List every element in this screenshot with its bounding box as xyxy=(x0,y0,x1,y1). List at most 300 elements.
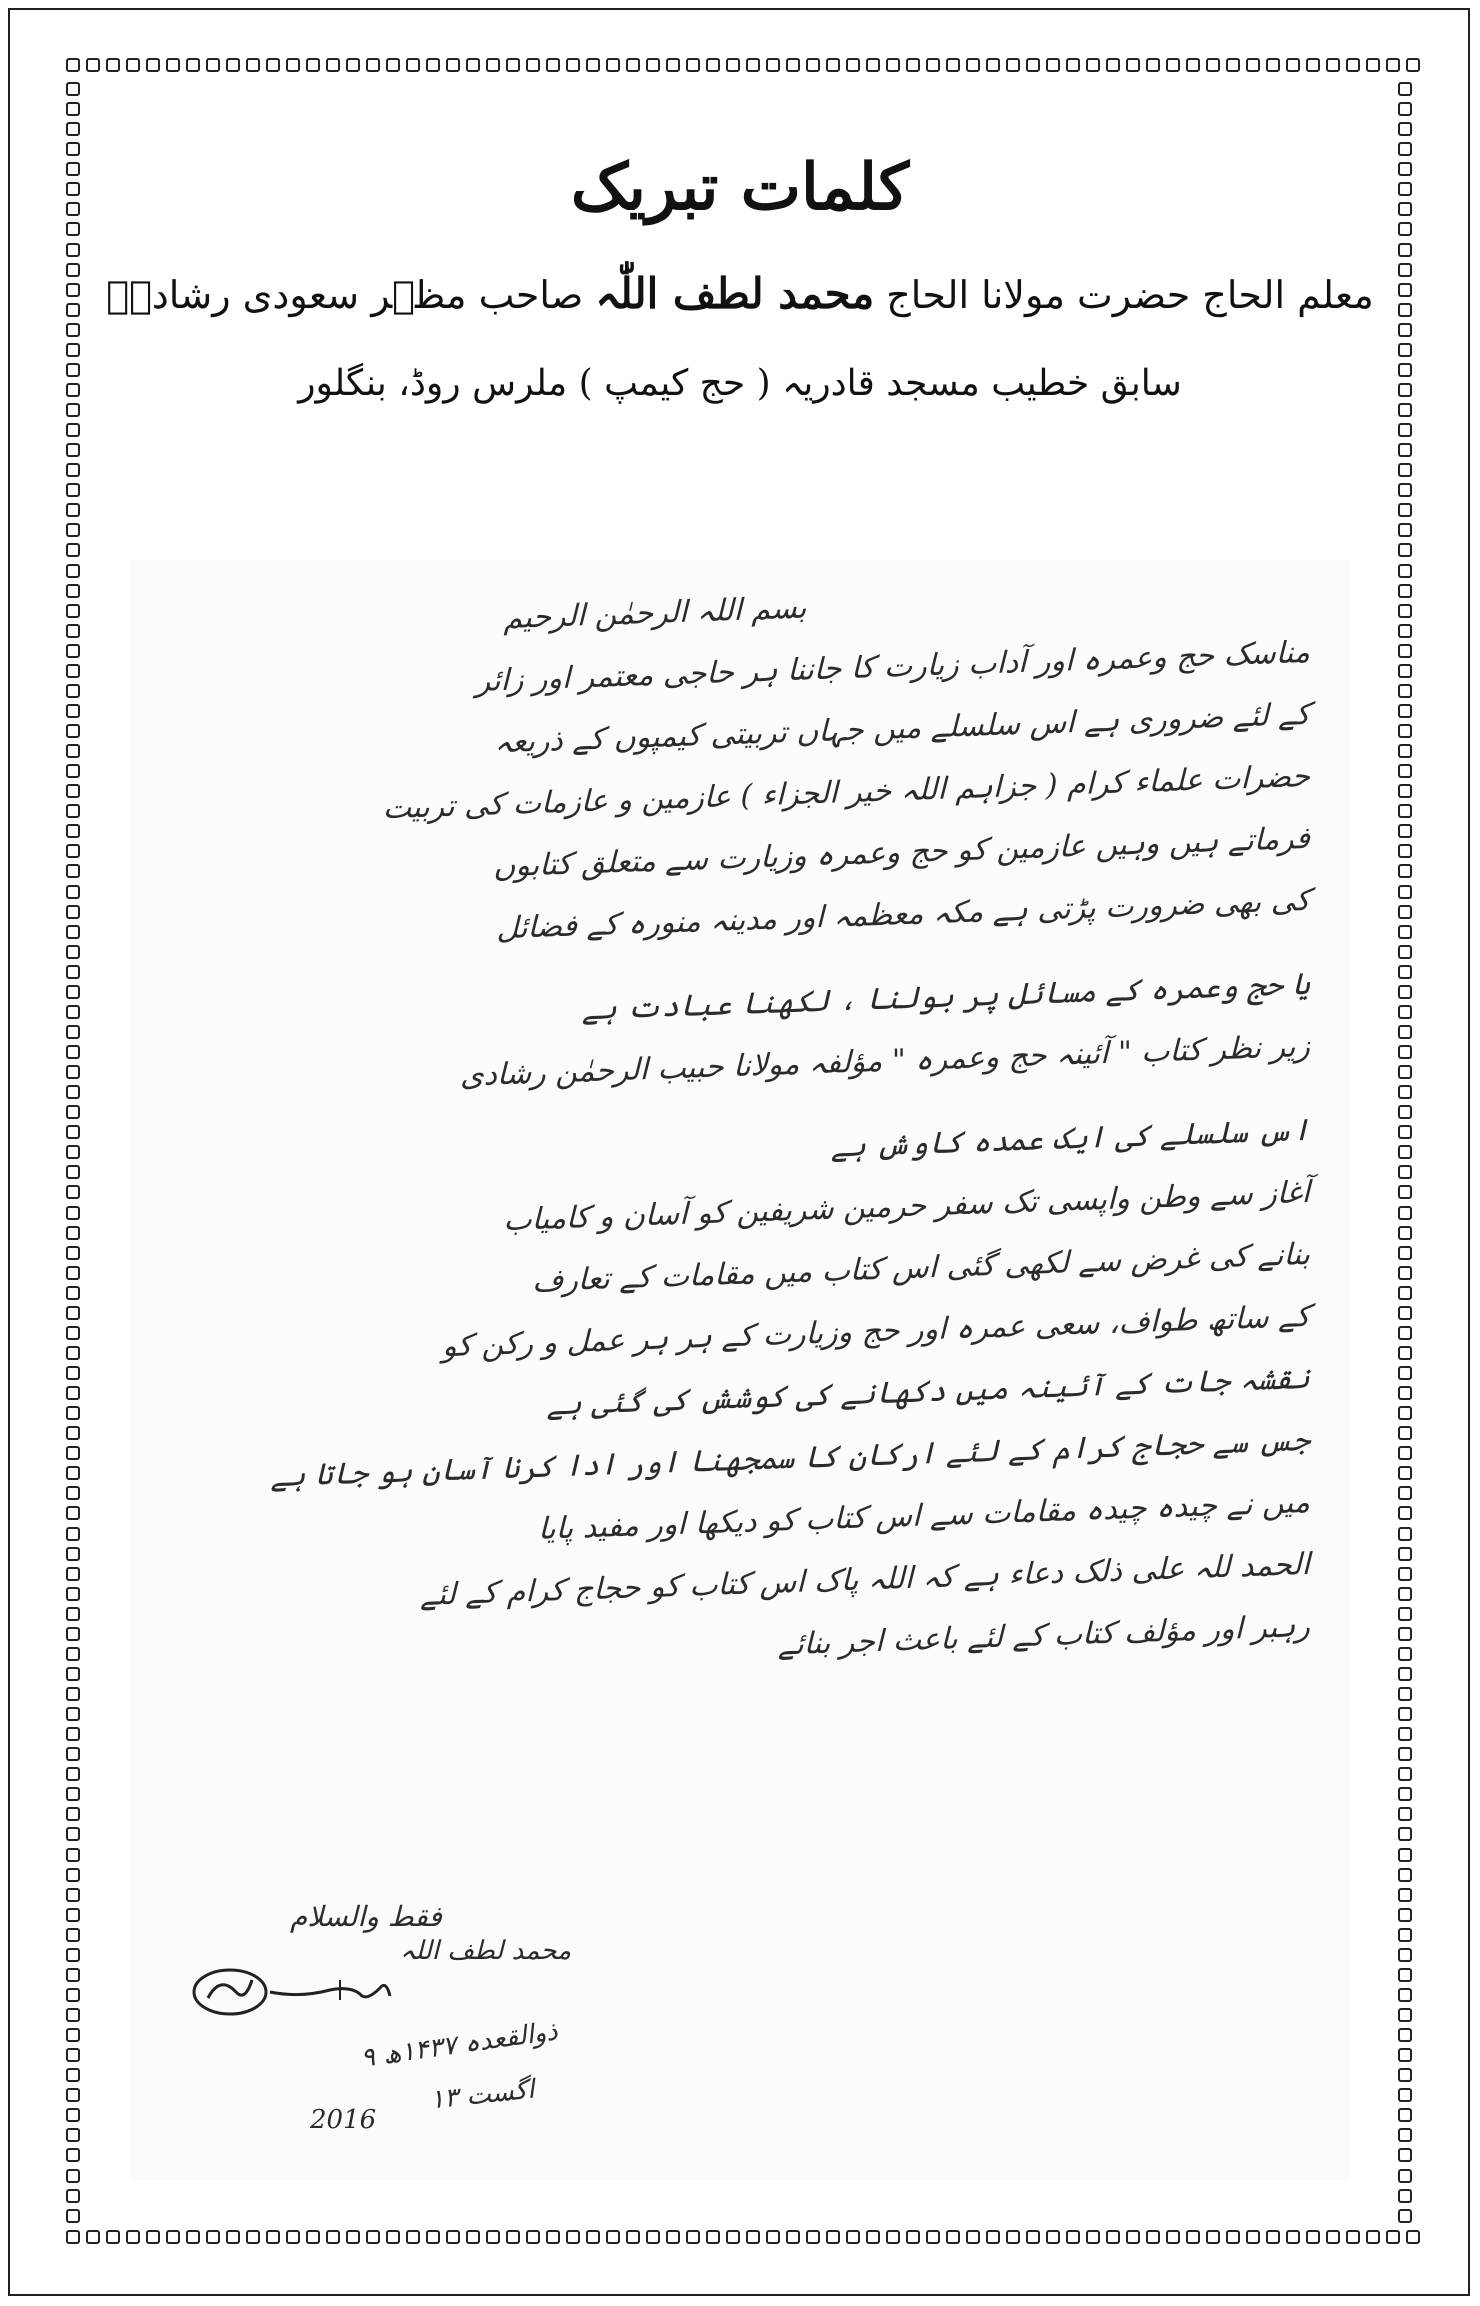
border-link xyxy=(66,1005,80,1019)
border-link xyxy=(966,58,980,72)
border-link xyxy=(66,2189,80,2203)
border-link xyxy=(706,2230,720,2244)
author-name: محمد لطف اللّٰہ xyxy=(595,268,875,318)
border-link xyxy=(186,58,200,72)
border-link xyxy=(66,2230,80,2244)
border-link xyxy=(66,1908,80,1922)
border-link xyxy=(1398,945,1412,959)
border-link xyxy=(906,58,920,72)
border-link xyxy=(86,58,100,72)
border-link xyxy=(66,744,80,758)
border-link xyxy=(1398,1607,1412,1621)
border-link xyxy=(1398,724,1412,738)
border-link xyxy=(126,58,140,72)
border-link xyxy=(1166,58,1180,72)
border-link xyxy=(66,58,80,72)
border-link xyxy=(1398,1446,1412,1460)
border-link xyxy=(66,303,80,317)
border-link xyxy=(66,965,80,979)
border-link xyxy=(806,58,820,72)
border-link xyxy=(66,704,80,718)
handwritten-letter xyxy=(130,560,1350,2180)
border-link xyxy=(506,2230,520,2244)
border-link xyxy=(886,58,900,72)
border-link xyxy=(1398,784,1412,798)
border-link xyxy=(1246,2230,1260,2244)
border-link xyxy=(66,1386,80,1400)
border-link xyxy=(1346,58,1360,72)
border-link xyxy=(706,58,720,72)
border-link xyxy=(1326,2230,1340,2244)
border-link xyxy=(66,1366,80,1380)
border-link xyxy=(686,2230,700,2244)
border-link xyxy=(946,58,960,72)
border-link xyxy=(66,624,80,638)
border-link xyxy=(1398,1667,1412,1681)
border-link xyxy=(1206,58,1220,72)
border-link xyxy=(66,2008,80,2022)
border-link xyxy=(1398,403,1412,417)
border-bottom xyxy=(66,2230,1416,2248)
border-link xyxy=(66,2048,80,2062)
border-link xyxy=(86,2230,100,2244)
border-link xyxy=(66,343,80,357)
border-link xyxy=(1398,1045,1412,1059)
border-link xyxy=(326,58,340,72)
closing-salutation: فقط والسلام xyxy=(290,1900,442,1933)
border-link xyxy=(766,2230,780,2244)
border-link xyxy=(1386,2230,1400,2244)
border-link xyxy=(66,1506,80,1520)
border-link xyxy=(986,2230,1000,2244)
border-link xyxy=(66,1226,80,1240)
border-link xyxy=(66,1065,80,1079)
border-link xyxy=(66,243,80,257)
border-link xyxy=(66,764,80,778)
border-link xyxy=(866,58,880,72)
border-link xyxy=(1398,704,1412,718)
border-link xyxy=(406,58,420,72)
border-link xyxy=(1398,523,1412,537)
border-link xyxy=(1398,744,1412,758)
border-link xyxy=(986,58,1000,72)
letter-line: کی بھی ضرورت پڑتی ہے مکہ معظمہ اور مدینہ منورہ کے فضائل xyxy=(496,882,1310,947)
border-link xyxy=(66,1667,80,1681)
border-link xyxy=(66,403,80,417)
border-link xyxy=(1398,885,1412,899)
border-link xyxy=(1398,2008,1412,2022)
border-link xyxy=(66,1888,80,1902)
border-link xyxy=(426,58,440,72)
border-link xyxy=(386,58,400,72)
border-link xyxy=(66,1807,80,1821)
border-link xyxy=(66,383,80,397)
border-link xyxy=(406,2230,420,2244)
border-link xyxy=(66,1426,80,1440)
border-link xyxy=(1266,58,1280,72)
border-link xyxy=(546,2230,560,2244)
letter-line: بنانے کی غرض سے لکھی گئی اس کتاب میں مقامات کے تعارف xyxy=(532,1236,1310,1300)
border-link xyxy=(1398,1968,1412,1982)
letter-line: فرماتے ہیں وہیں عازمین کو حج وعمرہ وزیارت سے متعلق کتابوں xyxy=(493,820,1310,885)
border-link xyxy=(1398,1065,1412,1079)
border-link xyxy=(1398,604,1412,618)
border-link xyxy=(286,58,300,72)
border-link xyxy=(1086,2230,1100,2244)
border-link xyxy=(1026,2230,1040,2244)
border-link xyxy=(666,58,680,72)
border-link xyxy=(66,122,80,136)
border-link xyxy=(1398,1767,1412,1781)
border-link xyxy=(1046,58,1060,72)
border-link xyxy=(1106,58,1120,72)
border-link xyxy=(1398,1687,1412,1701)
border-link xyxy=(1398,243,1412,257)
border-link xyxy=(66,1105,80,1119)
border-link xyxy=(786,58,800,72)
border-link xyxy=(1266,2230,1280,2244)
border-link xyxy=(1386,58,1400,72)
border-link xyxy=(66,1085,80,1099)
border-link xyxy=(926,2230,940,2244)
border-link xyxy=(1398,1988,1412,2002)
border-link xyxy=(66,1567,80,1581)
border-link xyxy=(486,2230,500,2244)
border-link xyxy=(846,58,860,72)
border-link xyxy=(1398,1185,1412,1199)
border-link xyxy=(1406,58,1420,72)
border-link xyxy=(66,1707,80,1721)
border-link xyxy=(1398,1005,1412,1019)
border-link xyxy=(66,503,80,517)
border-link xyxy=(1398,1165,1412,1179)
letter-line: کے ساتھ طواف، سعی عمرہ اور حج وزیارت کے ہر ہر عمل و رکن کو xyxy=(442,1298,1310,1365)
border-link xyxy=(1286,58,1300,72)
border-link xyxy=(66,1747,80,1761)
author-line xyxy=(90,267,1390,322)
letter-line: یا حج وعمرہ کے مسائل پر بولنا ، لکھنا عبادت ہے xyxy=(581,966,1310,1028)
border-link xyxy=(1398,925,1412,939)
border-link xyxy=(1046,2230,1060,2244)
border-link xyxy=(486,58,500,72)
border-link xyxy=(66,463,80,477)
border-link xyxy=(1398,1426,1412,1440)
border-link xyxy=(1398,584,1412,598)
border-link xyxy=(1398,1486,1412,1500)
border-link xyxy=(66,182,80,196)
border-link xyxy=(1398,1848,1412,1862)
border-link xyxy=(1398,182,1412,196)
border-link xyxy=(146,58,160,72)
border-link xyxy=(166,2230,180,2244)
border-link xyxy=(66,1306,80,1320)
border-link xyxy=(226,58,240,72)
border-link xyxy=(66,1446,80,1460)
date-hijri: ۹ ذوالقعدہ ۱۴۳۷ھ xyxy=(358,2016,560,2074)
border-link xyxy=(66,1486,80,1500)
border-link xyxy=(66,945,80,959)
border-link xyxy=(66,323,80,337)
border-link xyxy=(726,2230,740,2244)
border-link xyxy=(66,604,80,618)
border-link xyxy=(66,1787,80,1801)
border-link xyxy=(66,283,80,297)
border-link xyxy=(66,684,80,698)
border-link xyxy=(66,1406,80,1420)
border-link xyxy=(206,2230,220,2244)
border-link xyxy=(1398,965,1412,979)
border-link xyxy=(1398,1948,1412,1962)
border-link xyxy=(286,2230,300,2244)
border-link xyxy=(1398,1527,1412,1541)
border-link xyxy=(1398,202,1412,216)
border-link xyxy=(1398,463,1412,477)
border-link xyxy=(1398,1286,1412,1300)
border-link xyxy=(66,523,80,537)
border-link xyxy=(66,1587,80,1601)
border-link xyxy=(906,2230,920,2244)
border-link xyxy=(1398,905,1412,919)
border-link xyxy=(1398,1547,1412,1561)
letter-line: آغاز سے وطن واپسی تک سفر حرمین شریفین کو آسان و کامیاب xyxy=(503,1174,1310,1239)
border-link xyxy=(66,423,80,437)
border-link xyxy=(66,1527,80,1541)
border-link xyxy=(466,58,480,72)
border-link xyxy=(1398,684,1412,698)
border-link xyxy=(1398,985,1412,999)
border-link xyxy=(606,58,620,72)
border-link xyxy=(746,58,760,72)
border-link xyxy=(166,58,180,72)
letter-line: نقشہ جات کے آئینہ میں دکھانے کی کوشش کی گئی ہے xyxy=(546,1360,1310,1423)
border-link xyxy=(1398,102,1412,116)
border-link xyxy=(66,1547,80,1561)
letter-line: کے لئے ضروری ہے اس سلسلے میں جہاں تربیتی کیمپوں کے ذریعہ xyxy=(494,696,1310,761)
border-link xyxy=(1398,122,1412,136)
border-link xyxy=(1398,824,1412,838)
border-link xyxy=(566,58,580,72)
border-link xyxy=(306,58,320,72)
border-link xyxy=(66,162,80,176)
border-link xyxy=(66,202,80,216)
border-link xyxy=(66,1286,80,1300)
border-link xyxy=(826,2230,840,2244)
border-link xyxy=(646,2230,660,2244)
border-link xyxy=(446,2230,460,2244)
border-link xyxy=(606,2230,620,2244)
border-link xyxy=(226,2230,240,2244)
border-link xyxy=(1398,323,1412,337)
border-link xyxy=(66,1466,80,1480)
border-right xyxy=(1398,82,1416,2224)
border-link xyxy=(1126,2230,1140,2244)
border-link xyxy=(66,2209,80,2223)
border-link xyxy=(66,824,80,838)
border-link xyxy=(126,2230,140,2244)
border-link xyxy=(746,2230,760,2244)
border-link xyxy=(1398,644,1412,658)
border-link xyxy=(66,644,80,658)
border-link xyxy=(1306,58,1320,72)
border-link xyxy=(426,2230,440,2244)
border-link xyxy=(66,584,80,598)
border-link xyxy=(66,784,80,798)
border-link xyxy=(1398,162,1412,176)
border-link xyxy=(1398,564,1412,578)
border-link xyxy=(66,1145,80,1159)
border-link xyxy=(846,2230,860,2244)
border-link xyxy=(206,58,220,72)
border-link xyxy=(1026,58,1040,72)
border-link xyxy=(586,2230,600,2244)
border-link xyxy=(66,1848,80,1862)
border-link xyxy=(1398,1627,1412,1641)
border-link xyxy=(726,58,740,72)
border-link xyxy=(66,1185,80,1199)
border-link xyxy=(1166,2230,1180,2244)
border-link xyxy=(66,1727,80,1741)
letter-line: زیر نظر کتاب " آئینہ حج وعمرہ " مؤلفہ مولانا حبیب الرحمٰن رشادی xyxy=(460,1028,1310,1094)
border-link xyxy=(806,2230,820,2244)
border-link xyxy=(1398,303,1412,317)
border-link xyxy=(1398,483,1412,497)
border-link xyxy=(326,2230,340,2244)
border-top xyxy=(66,58,1416,76)
border-link xyxy=(886,2230,900,2244)
border-link xyxy=(1398,263,1412,277)
border-link xyxy=(786,2230,800,2244)
border-link xyxy=(1186,2230,1200,2244)
border-link xyxy=(1398,1747,1412,1761)
border-link xyxy=(66,804,80,818)
border-link xyxy=(66,885,80,899)
border-link xyxy=(106,2230,120,2244)
border-link xyxy=(1398,1226,1412,1240)
border-link xyxy=(1146,58,1160,72)
letter-line: الحمد للہ علی ذلک دعاء ہے کہ اللہ پاک اس کتاب کو حجاج کرام کے لئے xyxy=(420,1546,1310,1613)
border-link xyxy=(1398,2209,1412,2223)
border-link xyxy=(66,724,80,738)
border-link xyxy=(66,2068,80,2082)
letter-line: رہبر اور مؤلف کتاب کے لئے باعث اجر بنائے xyxy=(777,1608,1310,1663)
border-link xyxy=(1398,1085,1412,1099)
border-link xyxy=(66,2028,80,2042)
border-link xyxy=(66,363,80,377)
border-link xyxy=(1398,1145,1412,1159)
border-link xyxy=(1398,2128,1412,2142)
border-link xyxy=(926,58,940,72)
letter-line: حضرات علماء کرام ( جزاہم اللہ خیر الجزاء ) عازمین و عازمات کی تربیت xyxy=(382,758,1310,827)
bismillah: بسم اللہ الرحمٰن الرحیم xyxy=(503,590,807,637)
border-link xyxy=(366,58,380,72)
author-prefix: معلم الحاج حضرت مولانا الحاج xyxy=(874,272,1374,317)
border-link xyxy=(66,1627,80,1641)
border-link xyxy=(1306,2230,1320,2244)
border-link xyxy=(66,664,80,678)
border-link xyxy=(66,1206,80,1220)
border-link xyxy=(1398,142,1412,156)
border-link xyxy=(1286,2230,1300,2244)
border-link xyxy=(66,1647,80,1661)
border-link xyxy=(1398,2148,1412,2162)
border-link xyxy=(266,2230,280,2244)
border-link xyxy=(1398,2088,1412,2102)
border-link xyxy=(546,58,560,72)
border-link xyxy=(246,2230,260,2244)
border-link xyxy=(66,1326,80,1340)
border-link xyxy=(1398,1406,1412,1420)
border-link xyxy=(1398,2048,1412,2062)
border-link xyxy=(1126,58,1140,72)
border-link xyxy=(1206,2230,1220,2244)
border-link xyxy=(1398,864,1412,878)
border-link xyxy=(1398,1827,1412,1841)
border-link xyxy=(66,1767,80,1781)
border-link xyxy=(66,2108,80,2122)
border-link xyxy=(66,564,80,578)
signer-name: محمد لطف اللہ xyxy=(400,1936,572,1966)
border-link xyxy=(66,543,80,557)
border-link xyxy=(66,2148,80,2162)
border-link xyxy=(466,2230,480,2244)
border-link xyxy=(1398,343,1412,357)
letter-line: میں نے چیدہ چیدہ مقامات سے اس کتاب کو دیکھا اور مفید پایا xyxy=(538,1484,1310,1547)
border-link xyxy=(66,864,80,878)
border-link xyxy=(1398,1567,1412,1581)
border-link xyxy=(386,2230,400,2244)
border-link xyxy=(1406,2230,1420,2244)
border-link xyxy=(1398,1386,1412,1400)
border-link xyxy=(66,443,80,457)
border-link xyxy=(246,58,260,72)
border-link xyxy=(1398,804,1412,818)
border-link xyxy=(1066,58,1080,72)
border-link xyxy=(526,2230,540,2244)
border-link xyxy=(1398,664,1412,678)
border-link xyxy=(526,58,540,72)
border-link xyxy=(186,2230,200,2244)
border-link xyxy=(66,2169,80,2183)
author-suffix: صاحب مظہر سعودی رشادیؒ xyxy=(106,272,596,317)
border-link xyxy=(1398,624,1412,638)
date-year: 2016 xyxy=(310,2105,377,2135)
border-link xyxy=(66,263,80,277)
border-link xyxy=(826,58,840,72)
border-link xyxy=(1398,1888,1412,1902)
border-link xyxy=(626,58,640,72)
border-link xyxy=(1106,2230,1120,2244)
border-link xyxy=(966,2230,980,2244)
border-link xyxy=(1398,443,1412,457)
border-link xyxy=(586,58,600,72)
signature-block xyxy=(190,1900,710,2160)
border-link xyxy=(1398,1366,1412,1380)
border-link xyxy=(1398,1025,1412,1039)
border-link xyxy=(66,1607,80,1621)
border-link xyxy=(66,1868,80,1882)
border-link xyxy=(1398,1206,1412,1220)
border-link xyxy=(1398,844,1412,858)
border-link xyxy=(1366,2230,1380,2244)
border-link xyxy=(1398,2068,1412,2082)
border-link xyxy=(366,2230,380,2244)
border-link xyxy=(66,2128,80,2142)
letter-line: جس سے حجاج کرام کے لئے ارکان کا سمجھنا اور ادا کرنا آسان ہو جاتا ہے xyxy=(270,1422,1310,1495)
border-link xyxy=(1398,1266,1412,1280)
border-link xyxy=(66,1165,80,1179)
border-link xyxy=(1006,58,1020,72)
border-link xyxy=(66,2088,80,2102)
